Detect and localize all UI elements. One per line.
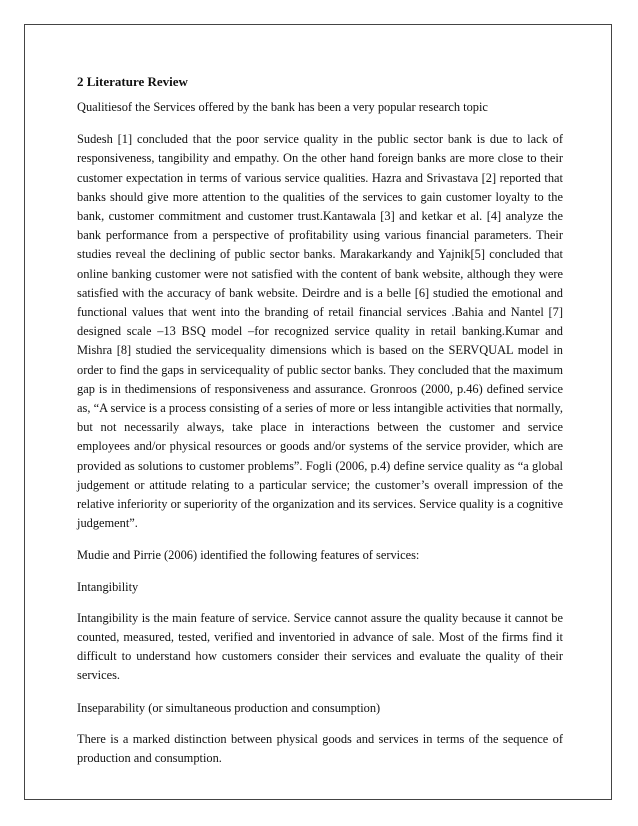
intro-sentence: Qualitiesof the Services offered by the bank has been a very popular research topic: [77, 100, 488, 114]
intangibility-paragraph: Intangibility is the main feature of service. Service cannot assure the quality because it cannot be counted, measured, tested, verified and inventoried in advance of sale. Most of the firms find it difficult to understand how customers consider their services and evaluate the quality of their services.: [77, 610, 563, 683]
subheading-inseparability: Inseparability (or simultaneous production and consumption): [77, 700, 381, 715]
document-body: [77, 72, 563, 781]
inseparability-paragraph: There is a marked distinction between physical goods and services in terms of the sequence of production and consumption.: [77, 731, 563, 766]
subheading-intangibility: Intangibility: [77, 579, 139, 594]
features-intro: Mudie and Pirrie (2006) identified the following features of services:: [77, 548, 420, 563]
literature-paragraph: Sudesh [1] concluded that the poor service quality in the public sector bank is due to lack of responsiveness, tangibility and empathy. On the other hand foreign banks are more close to their customer expectation in terms of various service qualities. Hazra and Srivastava [2] reported that banks should give more attention to the qualities of the services to gain customer loyalty to the bank, customer commitment and customer trust.Kantawala [3] and ketkar et al. [4] analyze the bank performance from a perspective of profitability using various financial parameters. Their studies reveal the declining of public sector banks. Marakarkandy and Yajnik[5] concluded that online banking customer were not satisfied with the content of bank website, although they were satisfied with the accuracy of bank website. Deirdre and is a belle [6] studied the emotional and functional values that went into the branding of retail financial services .Bahia and Nantel [7] designed scale –13 BSQ model –for recognized service quality in retail banking.Kumar and Mishra [8] studied the servicequality dimensions which is based on the SERVQUAL model in order to find the gaps in servicequality of public sector banks. They concluded that the maximum gap is in thedimensions of responsiveness and assurance. Gronroos (2000, p.46) defined service as, “A service is a process consisting of a series of more or less intangible activities that normally, but not necessarily always, take place in interactions between the customer and service employees and/or physical resources or goods and/or systems of the service provider, which are provided as solutions to customer problems”. Fogli (2006, p.4) define service quality as “a global judgement or attitude relating to a particular service; the customer’s overall impression of the relative inferiority or superiority of the organization and its services. Service quality is a cognitive judgement”.: [77, 132, 563, 531]
section-heading: 2 Literature Review: [77, 74, 188, 89]
